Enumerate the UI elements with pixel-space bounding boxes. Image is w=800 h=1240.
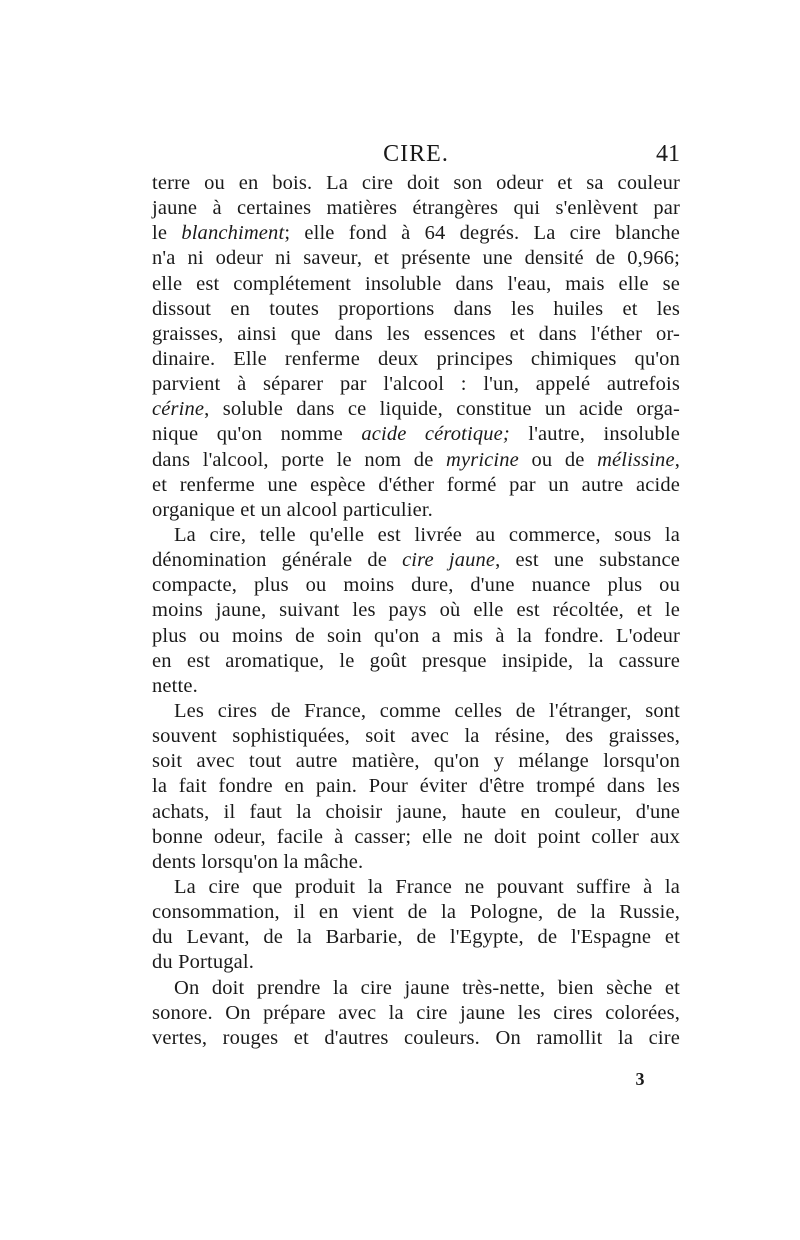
text-segment: achats, il faut la choisir jaune, haute en couleur, d'une: [152, 800, 680, 823]
text-segment: nette.: [152, 674, 198, 697]
text-line: [152, 347, 680, 372]
text-segment: ,: [674, 448, 680, 471]
text-line: [152, 448, 680, 473]
italic-term: cire jaune: [402, 549, 496, 572]
text-line: [152, 724, 680, 749]
running-title: CIRE.: [383, 141, 449, 167]
italic-term: mélissine: [597, 448, 675, 471]
text-line: [152, 1001, 680, 1026]
text-segment: la fait fondre en pain. Pour éviter d'être trompé dans les: [152, 775, 680, 798]
text-segment: Les cires de France, comme celles de l'étranger, sont: [174, 699, 680, 722]
text-line: [152, 171, 680, 196]
text-segment: l'autre, insoluble: [509, 423, 680, 446]
italic-term: myricine: [446, 448, 519, 471]
text-segment: consommation, il en vient de la Pologne, de la Russie,: [152, 901, 680, 924]
text-segment: terre ou en bois. La cire doit son odeur et sa couleur: [152, 172, 680, 194]
text-line: [152, 950, 680, 975]
italic-term: cérine: [152, 398, 205, 421]
text-segment: graisses, ainsi que dans les essences et dans l'éther or-: [152, 322, 680, 345]
text-segment: dissout en toutes proportions dans les huiles et les: [152, 297, 680, 320]
text-segment: sonore. On prépare avec la cire jaune les cires colorées,: [152, 1001, 680, 1024]
text-line: [152, 699, 680, 724]
text-line: [152, 322, 680, 347]
text-line: [152, 573, 680, 598]
text-line: [152, 749, 680, 774]
text-line: [152, 624, 680, 649]
text-segment: , soluble dans ce liquide, constitue un acide orga-: [204, 398, 680, 421]
text-segment: n'a ni odeur ni saveur, et présente une densité de 0,966;: [152, 247, 680, 270]
text-line: [152, 196, 680, 221]
text-segment: soit avec tout autre matière, qu'on y mélange lorsqu'on: [152, 750, 680, 773]
text-line: [152, 674, 680, 699]
text-line: [152, 649, 680, 674]
text-line: [152, 272, 680, 297]
text-segment: vertes, rouges et d'autres couleurs. On ramollit la cire: [152, 1026, 680, 1049]
text-segment: , est une substance: [495, 549, 681, 572]
text-segment: dans l'alcool, porte le nom de: [152, 448, 446, 471]
text-segment: ou de: [518, 448, 598, 471]
text-line: [152, 976, 680, 1001]
text-segment: du Portugal.: [152, 951, 255, 974]
text-line: [152, 221, 680, 246]
text-line: [152, 825, 680, 850]
text-line: [152, 422, 680, 447]
text-segment: compacte, plus ou moins dure, d'une nuance plus ou: [152, 574, 680, 597]
text-segment: en est aromatique, le goût presque insipide, la cassure: [152, 649, 680, 672]
text-line: [152, 1026, 680, 1051]
page-number: 41: [656, 141, 680, 167]
text-line: [152, 900, 680, 925]
text-line: [152, 850, 680, 875]
text-segment: organique et un alcool particulier.: [152, 498, 433, 521]
text-line: [152, 774, 680, 799]
text-segment: le: [152, 222, 182, 245]
text-segment: bonne odeur, facile à casser; elle ne doit point coller aux: [152, 825, 680, 848]
text-line: [152, 397, 680, 422]
text-segment: du Levant, de la Barbarie, de l'Egypte, de l'Espagne et: [152, 926, 680, 949]
italic-term: blanchiment: [181, 222, 285, 245]
text-segment: moins jaune, suivant les pays où elle est récoltée, et le: [152, 599, 680, 622]
text-line: [152, 598, 680, 623]
text-segment: La cire, telle qu'elle est livrée au commerce, sous la: [174, 523, 680, 546]
text-line: [152, 523, 680, 548]
text-line: [152, 473, 680, 498]
text-segment: On doit prendre la cire jaune très-nette, bien sèche et: [174, 976, 680, 999]
text-line: [152, 875, 680, 900]
text-segment: dinaire. Elle renferme deux principes chimiques qu'on: [152, 347, 680, 370]
text-segment: et renferme une espèce d'éther formé par un autre acide: [152, 473, 680, 496]
text-line: [152, 925, 680, 950]
text-segment: souvent sophistiquées, soit avec la résine, des graisses,: [152, 725, 680, 748]
text-segment: parvient à séparer par l'alcool : l'un, appelé autrefois: [152, 373, 680, 396]
body-text: [152, 171, 680, 1051]
text-segment: dénomination générale de: [152, 549, 403, 572]
text-segment: plus ou moins de soin qu'on a mis à la fondre. L'odeur: [152, 624, 680, 647]
text-line: [152, 548, 680, 573]
text-segment: nique qu'on nomme: [152, 423, 362, 446]
text-line: [152, 498, 680, 523]
signature-mark: 3: [635, 1069, 645, 1089]
text-segment: La cire que produit la France ne pouvant suffire à la: [174, 875, 680, 898]
text-segment: ; elle fond à 64 degrés. La cire blanche: [284, 222, 680, 245]
text-line: [152, 297, 680, 322]
text-segment: dents lorsqu'on la mâche.: [152, 850, 364, 873]
running-head: [152, 137, 680, 171]
text-line: [152, 372, 680, 397]
text-segment: elle est complétement insoluble dans l'eau, mais elle se: [152, 272, 680, 295]
italic-term: acide cérotique;: [361, 423, 510, 446]
text-line: [152, 246, 680, 271]
text-line: [152, 800, 680, 825]
text-segment: jaune à certaines matières étrangères qui s'enlèvent par: [152, 197, 680, 220]
